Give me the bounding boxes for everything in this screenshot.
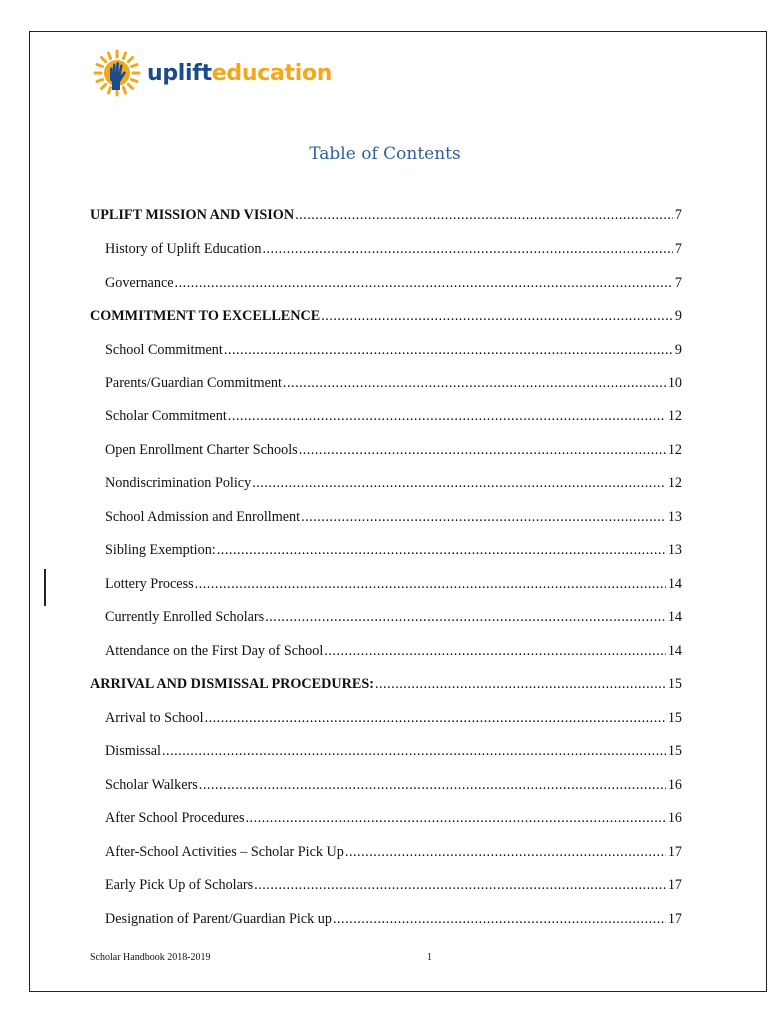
toc-entry-page: 10	[667, 375, 682, 391]
toc-dot-leader	[195, 575, 666, 593]
toc-entry-page: 12	[667, 442, 682, 458]
toc-dot-leader	[295, 206, 673, 224]
toc-entry-page: 7	[674, 207, 682, 223]
toc-entry[interactable]	[105, 636, 682, 660]
toc-entry-label: Dismissal	[105, 743, 161, 759]
toc-entry-page: 12	[667, 408, 682, 424]
toc-entry-page: 14	[667, 576, 682, 592]
toc-dot-leader	[333, 910, 666, 928]
toc-entry-label: Lottery Process	[105, 576, 194, 592]
toc-entry[interactable]	[105, 703, 682, 727]
toc-dot-leader	[265, 608, 666, 626]
toc-dot-leader	[245, 809, 665, 827]
footer-handbook: Scholar Handbook 2018-2019	[90, 952, 211, 963]
toc-entry[interactable]	[105, 234, 682, 258]
toc-entry-label: Scholar Walkers	[105, 777, 198, 793]
toc-entry-page: 13	[667, 542, 682, 558]
toc-entry-label: Attendance on the First Day of School	[105, 643, 324, 659]
toc-entry[interactable]	[105, 803, 682, 827]
sun-hand-icon	[93, 49, 141, 97]
toc-dot-leader	[217, 541, 666, 559]
toc-entry[interactable]	[105, 736, 682, 760]
toc-entry-label: Arrival to School	[105, 710, 204, 726]
toc-entry[interactable]	[105, 837, 682, 861]
toc-entry-page: 7	[674, 241, 682, 257]
toc-dot-leader	[299, 441, 666, 459]
toc-dot-leader	[175, 274, 673, 292]
toc-entry-page: 12	[667, 475, 682, 491]
toc-entry-label: Early Pick Up of Scholars	[105, 877, 254, 893]
toc-entry[interactable]	[105, 535, 682, 559]
toc-entry-page: 14	[667, 609, 682, 625]
toc-entry-label: UPLIFT MISSION AND VISION	[90, 207, 295, 223]
toc-entry[interactable]	[90, 301, 682, 325]
logo-wordmark	[147, 61, 332, 86]
toc-entry[interactable]	[90, 200, 682, 224]
toc-dot-leader	[199, 776, 666, 794]
toc-dot-leader	[375, 675, 666, 693]
toc-entry-page: 15	[667, 676, 682, 692]
toc-dot-leader	[321, 307, 673, 325]
toc-entry-page: 15	[667, 710, 682, 726]
toc-dot-leader	[224, 341, 673, 359]
toc-entry[interactable]	[105, 602, 682, 626]
toc-entry[interactable]	[105, 904, 682, 928]
toc-entry-label: Currently Enrolled Scholars	[105, 609, 265, 625]
toc-entry[interactable]	[105, 435, 682, 459]
toc-entry-page: 16	[667, 777, 682, 793]
toc-entry-label: School Admission and Enrollment	[105, 509, 301, 525]
text-cursor	[44, 569, 46, 606]
toc-entry[interactable]	[105, 468, 682, 492]
toc-entry-label: After School Procedures	[105, 810, 245, 826]
toc-entry[interactable]	[105, 870, 682, 894]
toc-entry-page: 16	[667, 810, 682, 826]
toc-dot-leader	[252, 474, 666, 492]
logo-text-education: education	[211, 60, 333, 86]
toc-entry-page: 14	[667, 643, 682, 659]
toc-entry-label: COMMITMENT TO EXCELLENCE	[90, 308, 321, 324]
toc-entry-page: 9	[674, 308, 682, 324]
toc-entry[interactable]	[105, 268, 682, 292]
toc-dot-leader	[205, 709, 666, 727]
toc-dot-leader	[254, 876, 666, 894]
toc-entry[interactable]	[105, 368, 682, 392]
toc-dot-leader	[262, 240, 672, 258]
toc-entry[interactable]	[105, 502, 682, 526]
toc-dot-leader	[228, 407, 666, 425]
toc-entry-page: 7	[674, 275, 682, 291]
toc-entry-label: Nondiscrimination Policy	[105, 475, 252, 491]
toc-entry-label: Open Enrollment Charter Schools	[105, 442, 298, 458]
footer-page-number: 1	[427, 952, 432, 963]
toc-dot-leader	[345, 843, 666, 861]
toc-entry-label: Parents/Guardian Commitment	[105, 375, 282, 391]
toc-entry-label: Sibling Exemption:	[105, 542, 216, 558]
toc-dot-leader	[162, 742, 666, 760]
toc-entry-page: 17	[667, 844, 682, 860]
toc-entry[interactable]	[105, 569, 682, 593]
toc-entry-page: 17	[667, 877, 682, 893]
toc-dot-leader	[283, 374, 666, 392]
toc-entry-label: School Commitment	[105, 342, 223, 358]
toc-entry-label: ARRIVAL AND DISMISSAL PROCEDURES:	[90, 676, 374, 692]
toc-entry-label: Governance	[105, 275, 174, 291]
logo-text-uplift: uplift	[147, 60, 212, 86]
toc-entry-page: 15	[667, 743, 682, 759]
toc-entry-label: After-School Activities – Scholar Pick Up	[105, 844, 344, 860]
toc-entry[interactable]	[90, 669, 682, 693]
toc-entry-page: 9	[674, 342, 682, 358]
uplift-education-logo	[93, 50, 332, 96]
toc-entry[interactable]	[105, 770, 682, 794]
toc-entry[interactable]	[105, 401, 682, 425]
toc-entry-page: 17	[667, 911, 682, 927]
toc-dot-leader	[324, 642, 666, 660]
toc-entry[interactable]	[105, 335, 682, 359]
toc-title: Table of Contents	[309, 144, 461, 164]
toc-entry-label: History of Uplift Education	[105, 241, 262, 257]
toc-entry-label: Scholar Commitment	[105, 408, 227, 424]
toc-entry-page: 13	[667, 509, 682, 525]
toc-entry-label: Designation of Parent/Guardian Pick up	[105, 911, 332, 927]
toc-dot-leader	[301, 508, 666, 526]
